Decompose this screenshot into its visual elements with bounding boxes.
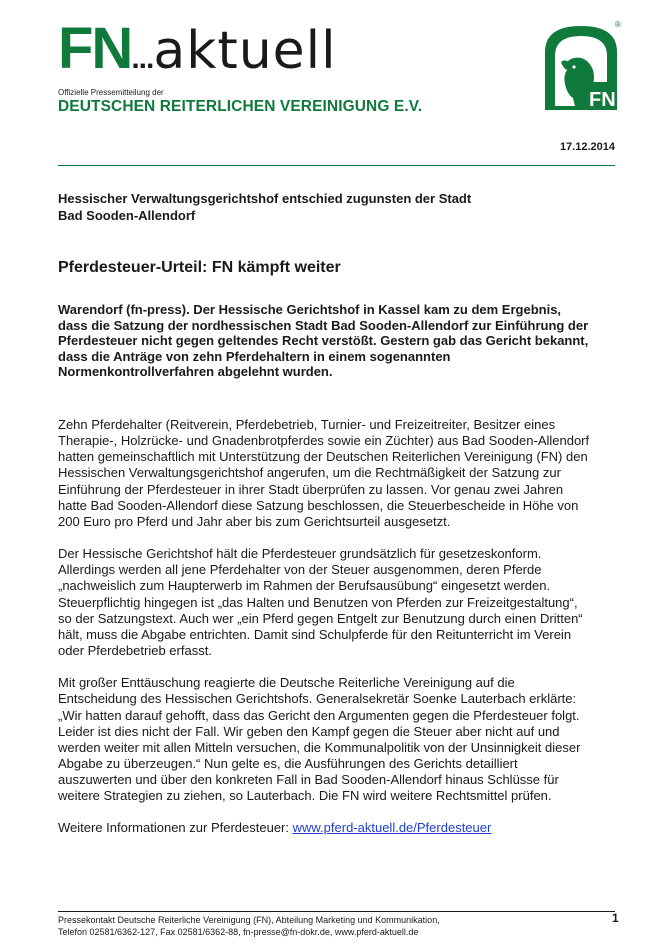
masthead-fn: FN [58, 16, 132, 81]
body-line: auszuwerten und über den konkreten Fall in Bad Sooden-Allendorf hinaus Schlüsse für [58, 772, 559, 788]
footer [58, 914, 440, 938]
page-number: 1 [612, 911, 619, 925]
masthead-subtitle-org: DEUTSCHEN REITERLICHEN VEREINIGUNG E.V. [58, 98, 423, 115]
lead-line: dass die Satzung der nordhessischen Stadt Bad Sooden-Allendorf zur Einführung der [58, 317, 589, 333]
footer-contact-line: Pressekontakt Deutsche Reiterliche Vereinigung (FN), Abteilung Marketing und Kommunikation, [58, 915, 440, 925]
body-line: „nachweislich zum Haupterwerb im Rahmen der Berufsausübung“ eingesetzt werden. [58, 578, 551, 594]
body-line: werden weiter mit allen Mitteln versuchen, die Kommunalpolitik von der Unsinnigkeit dieser [58, 739, 581, 755]
subheadline [58, 190, 608, 224]
body-line: Leider ist dies nicht der Fall. Wir geben den Kampf gegen die Steuer aber nicht auf und [58, 723, 560, 739]
fn-horse-logo-icon [541, 22, 621, 114]
footer-contact-line: Telefon 02581/6362-127, Fax 02581/6362-88, fn-presse@fn-dokr.de, www.pferd-aktuell.de [58, 927, 419, 937]
masthead-dots: ... [131, 42, 154, 75]
body-line: Allerdings werden all jene Pferdehalter von der Steuer ausgenommen, deren Pferde [58, 562, 542, 578]
article-body [58, 417, 618, 837]
masthead-subtitle-small: Offizielle Pressemitteilung der [58, 88, 164, 97]
body-line: Steuerpflichtig hingegen ist „das Halten und Benutzen von Pferden zur Freizeitgestaltung“, [58, 594, 578, 610]
body-paragraph [58, 546, 618, 659]
lead-line: Pferdesteuer nicht gegen geltendes Recht verstößt. Gestern gab das Gericht bekannt, [58, 333, 589, 349]
masthead-word: aktuell [153, 21, 337, 81]
body-line: Hessischen Verwaltungsgerichtshof angerufen, um die Rechtmäßigkeit der Satzung zur [58, 465, 561, 481]
registered-mark: ® [615, 20, 621, 29]
body-line: hält, muss die Abgabe entrichten. Damit sind Schulpferde für den Reitunterricht im Verein [58, 626, 572, 642]
body-line: weitere Strategien zu ziehen, so Lauterbach. Die FN wird weitere Rechtsmittel prüfen. [58, 788, 552, 804]
body-line: 200 Euro pro Pferd und Jahr aber bis zum Gerichtsurteil ausgesetzt. [58, 513, 451, 529]
body-paragraph [58, 417, 618, 530]
logo-text: FN [589, 89, 616, 111]
body-line: Abgabe zu überzeugen.“ Nun gelte es, die Ausführungen des Gerichts detailliert [58, 755, 518, 771]
masthead [58, 16, 458, 120]
press-date: 17.12.2014 [559, 141, 615, 153]
more-info-label: Weitere Informationen zur Pferdesteuer: [58, 820, 293, 836]
pferdesteuer-link[interactable]: www.pferd-aktuell.de/Pferdesteuer [292, 820, 492, 836]
lead-line: Warendorf (fn-press). Der Hessische Gerichtshof in Kassel kam zu dem Ergebnis, [58, 302, 562, 317]
body-line: Der Hessische Gerichtshof hält die Pferdesteuer grundsätzlich für gesetzeskonform. [58, 546, 542, 562]
subheadline-line: Hessischer Verwaltungsgerichtshof entschied zugunsten der Stadt [58, 191, 472, 206]
body-line: so der Satzungstext. Auch wer „ein Pferd gegen Entgelt zur Benutzung durch einen Dritten“ [58, 610, 583, 626]
body-line: oder Pferdebetrieb erfasst. [58, 643, 212, 659]
body-line: hatten gemeinschaftlich mit Unterstützung der Deutschen Reiterlichen Vereinigung (FN) den [58, 449, 588, 465]
header-divider [58, 165, 615, 166]
body-line: Therapie-, Holzrücke- und Gnadenbrotpferdes sowie ein Züchter) aus Bad Sooden-Allendorf [58, 433, 590, 449]
body-line: Mit großer Enttäuschung reagierte die Deutsche Reiterliche Vereinigung auf die [58, 675, 515, 691]
footer-divider [58, 911, 615, 912]
masthead-title [58, 16, 337, 81]
body-line: Zehn Pferdehalter (Reitverein, Pferdebetrieb, Turnier- und Freizeitreiter, Besitzer eines [58, 417, 556, 432]
body-line: Einführung der Pferdesteuer in ihrer Stadt überprüfen zu lassen. Vor genau zwei Jahren [58, 481, 564, 497]
body-line: hatte Bad Sooden-Allendorf diese Satzung beschlossen, die Steuerbescheide in Höhe von [58, 497, 579, 513]
lead-line: dass die Anträge von zehn Pferdehaltern in einem sogenannten [58, 348, 451, 364]
more-info-line [58, 820, 618, 836]
body-line: Entscheidung des Hessischen Gerichtshofs. Generalsekretär Soenke Lauterbach erklärte: [58, 691, 577, 707]
body-paragraph [58, 675, 618, 804]
subheadline-line: Bad Sooden-Allendorf [58, 208, 196, 223]
lead-line: Normenkontrollverfahren abgelehnt wurden. [58, 364, 333, 380]
lead-paragraph [58, 302, 618, 380]
body-line: „Wir hatten darauf gehofft, dass das Gericht den Argumenten gegen die Pferdesteuer folgt. [58, 707, 580, 723]
headline: Pferdesteuer-Urteil: FN kämpft weiter [58, 259, 341, 276]
